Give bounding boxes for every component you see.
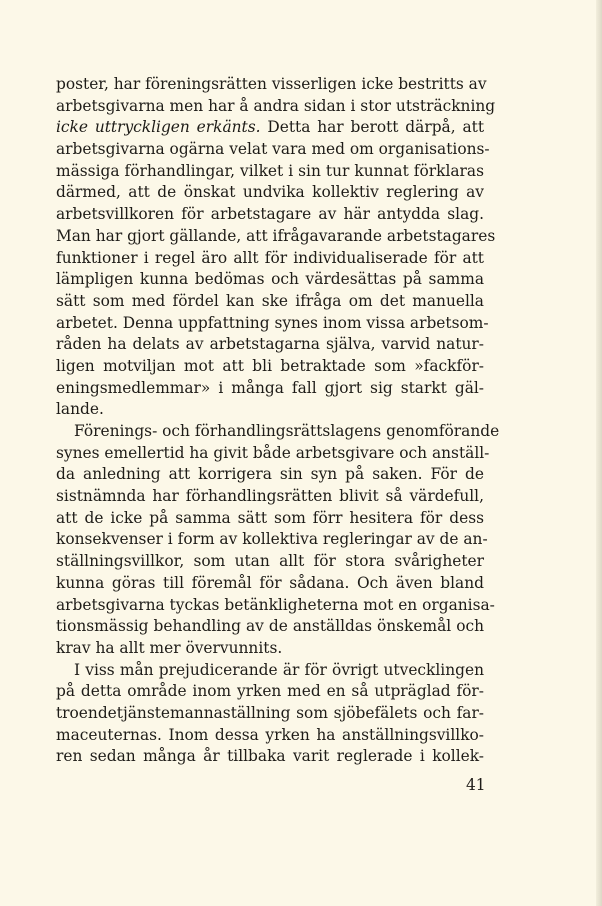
text-line: [56, 117, 484, 139]
text-line: lande.: [56, 400, 104, 419]
text-line: på detta område inom yrken med en så utpräglad för-: [56, 682, 484, 701]
text-line: råden ha delats av arbetstagarna själva, varvid natur-: [56, 335, 484, 354]
text-line: Man har gjort gällande, att ifrågavarande arbetstagares: [56, 226, 496, 245]
text-line: synes emellertid ha givit både arbetsgivare och anställ-: [56, 443, 490, 462]
text-line: ligen motviljan mot att bli betraktade som »fackför-: [56, 356, 484, 375]
text-line: arbetsgivarna ogärna velat vara med om organisations-: [56, 140, 490, 159]
text-line: därmed, att de önskat undvika kollektiv reglering av: [56, 183, 484, 202]
body-text: [56, 74, 500, 768]
text-line: maceuternas. Inom dessa yrken ha anställningsvillko-: [56, 725, 484, 744]
page-number: 41: [466, 776, 486, 794]
text-line: kunna göras till föremål för sådana. Och även bland: [56, 573, 484, 592]
text-line: poster, har föreningsrätten visserligen icke bestritts av: [56, 75, 487, 93]
text-line: sätt som med fördel kan ske ifråga om det manuella: [56, 291, 484, 310]
text-line: tionsmässig behandling av de anställdas önskemål och: [56, 617, 484, 636]
text-line: da anledning att korrigera sin syn på saken. För de: [56, 465, 484, 484]
text-line: lämpligen kunna bedömas och värdesättas på samma: [56, 270, 484, 289]
text-line: arbetsgivarna men har å andra sidan i stor utsträckning: [56, 96, 496, 115]
text-line-rest: Detta har berott därpå, att: [260, 118, 484, 137]
text-line: konsekvenser i form av kollektiva regleringar av de an-: [56, 530, 488, 549]
text-line: mässiga förhandlingar, vilket i sin tur kunnat förklaras: [56, 161, 484, 180]
emphasis-text: icke uttryckligen erkänts.: [56, 118, 261, 137]
text-line: krav ha allt mer övervunnits.: [56, 638, 283, 657]
text-line: funktioner i regel äro allt för individualiserade för att: [56, 248, 484, 267]
text-line: troendetjänstemannaställning som sjöbefälets och far-: [56, 703, 484, 722]
text-line: arbetsgivarna tyckas betänkligheterna mot en organisa-: [56, 595, 495, 614]
text-line: eningsmedlemmar» i många fall gjort sig starkt gäl-: [56, 378, 484, 397]
text-line: ren sedan många år tillbaka varit reglerade i kollek-: [56, 747, 484, 766]
text-line: ställningsvillkor, som utan allt för stora svårigheter: [56, 552, 484, 571]
text-line: I viss mån prejudicerande är för övrigt utvecklingen: [74, 660, 484, 679]
text-line: arbetsvillkoren för arbetstagare av här antydda slag.: [56, 205, 484, 224]
text-line: Förenings- och förhandlingsrättslagens genomförande: [74, 422, 500, 440]
text-line: arbetet. Denna uppfattning synes inom vissa arbetsom-: [56, 313, 489, 332]
page-edge-shadow: [596, 0, 602, 906]
text-line: att de icke på samma sätt som förr hesitera för dess: [56, 508, 484, 527]
text-line: sistnämnda har förhandlingsrätten blivit så värdefull,: [56, 487, 484, 506]
